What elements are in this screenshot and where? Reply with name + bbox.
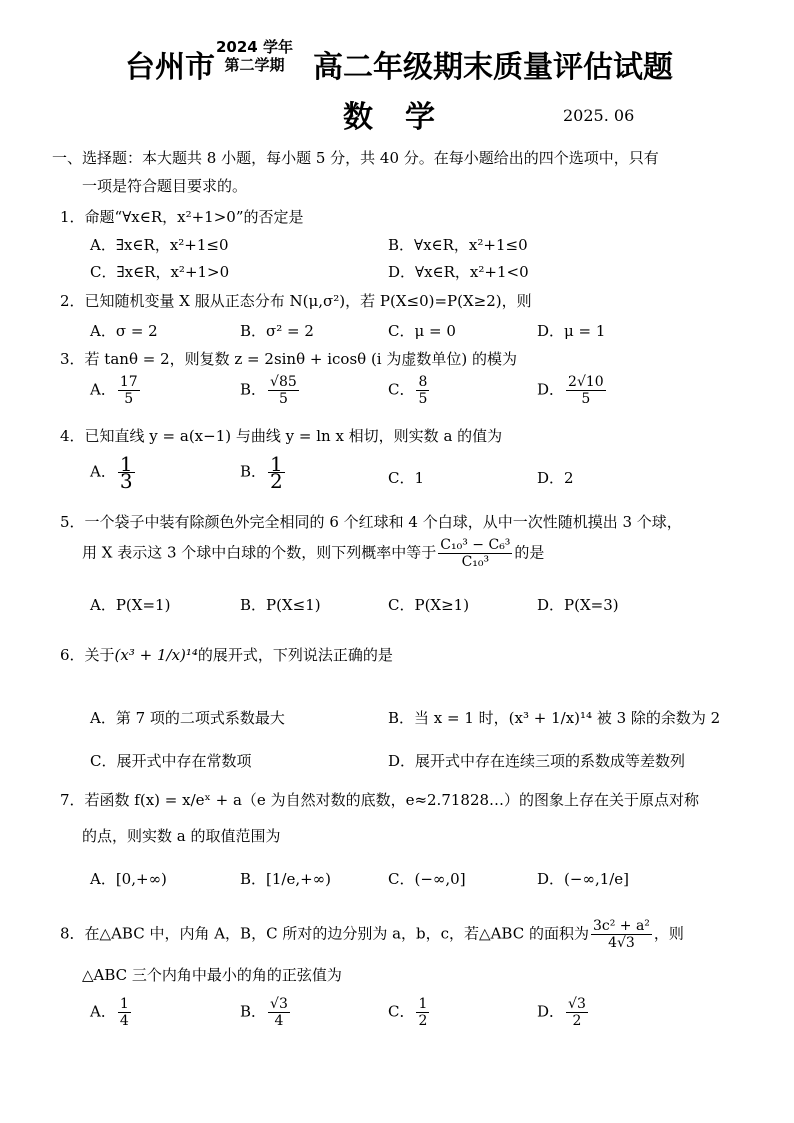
q8-stem-start: 8．在△ABC 中，内角 A，B，C 所对的边分别为 a，b，c，若△ABC 的面积为 [60, 924, 589, 943]
q3-stem: 3．若 tanθ = 2，则复数 z = 2sinθ + icosθ (i 为虚数单位) 的模为 [60, 350, 517, 368]
exam-date: 2025. 06 [563, 106, 635, 125]
q4-option-a-label: A． [90, 462, 116, 481]
q4-option-b-label: B． [240, 462, 267, 481]
q4-stem: 4．已知直线 y = a(x−1) 与曲线 y = ln x 相切，则实数 a 的值为 [60, 427, 503, 445]
section-heading-line2: 一项是符合题目要求的。 [82, 177, 248, 195]
q3-option-d-num: 2√10 [568, 374, 604, 390]
q6-option-c: C．展开式中存在常数项 [90, 752, 252, 770]
term-year: 2024 学年 [216, 38, 293, 56]
q7-option-a: A．[0,+∞) [90, 870, 167, 888]
q4-option-c-value: 1 [414, 469, 425, 487]
q5-stem-line2 [82, 537, 544, 570]
q6-option-b: B．当 x = 1 时，(x³ + 1/x)¹⁴ 被 3 除的余数为 2 [388, 709, 721, 727]
q7-option-c: C．(−∞,0] [388, 870, 466, 888]
q8-option-d-fraction [566, 996, 588, 1029]
q5-fraction-den: C₁₀³ [461, 554, 490, 570]
q8-option-b-label: B． [240, 1002, 267, 1021]
q3-option-a-label: A． [90, 380, 116, 399]
q6-option-d: D．展开式中存在连续三项的系数成等差数列 [388, 752, 686, 770]
q8-option-a-num: 1 [119, 996, 129, 1012]
q8-option-b-den: 4 [274, 1013, 284, 1029]
q5-option-b: B．P(X≤1) [240, 596, 321, 614]
q8-option-a-label: A． [90, 1002, 116, 1021]
q3-option-c-den: 5 [418, 391, 428, 407]
q4-option-b-fraction [268, 452, 285, 493]
q8-option-b-num: √3 [270, 996, 288, 1012]
q4-option-c-label: C． [388, 469, 415, 487]
q4-option-a-den: 3 [119, 469, 133, 493]
q4-option-b-num: 1 [270, 452, 283, 476]
q8-option-d-den: 2 [572, 1013, 582, 1029]
q7-option-d: D．(−∞,1/e] [537, 870, 630, 888]
q7-option-b: B．[1/e,+∞) [240, 870, 332, 888]
q3-option-c [388, 374, 431, 407]
q3-option-a-num: 17 [119, 374, 138, 390]
q2-option-d: D．μ = 1 [537, 322, 606, 340]
q4-option-a [90, 452, 137, 493]
q8-option-a-den: 4 [119, 1013, 129, 1029]
q5-stem-line2-start: 用 X 表示这 3 个球中白球的个数，则下列概率中等于 [82, 543, 437, 562]
q1-option-d: D．∀x∈R，x²+1<0 [388, 263, 529, 281]
q5-option-d: D．P(X=3) [537, 596, 619, 614]
q8-fraction-den: 4√3 [608, 935, 635, 951]
q8-fraction-num: 3c² + a² [592, 918, 650, 934]
q3-option-a-den: 5 [124, 391, 134, 407]
q6-option-a: A．第 7 项的二项式系数最大 [90, 709, 285, 727]
q2-option-c: C．μ = 0 [388, 322, 456, 340]
q2-option-b: B．σ² = 2 [240, 322, 314, 340]
q8-option-c-label: C． [388, 1002, 415, 1021]
q3-option-b-den: 5 [278, 391, 288, 407]
q5-stem: 5．一个袋子中装有除颜色外完全相同的 6 个红球和 4 个白球，从中一次性随机摸出 3 个球， [60, 513, 682, 531]
q4-option-c [388, 467, 424, 488]
q3-option-a [90, 374, 142, 407]
q3-option-b-label: B． [240, 380, 267, 399]
q5-option-c: C．P(X≥1) [388, 596, 470, 614]
q6-stem-start: 6．关于 [60, 646, 115, 664]
q8-option-c-num: 1 [418, 996, 428, 1012]
section-heading-line1: 一、选择题：本大题共 8 小题，每小题 5 分，共 40 分。在每小题给出的四个选项中，只有 [52, 149, 659, 167]
q4-option-d [537, 467, 574, 488]
exam-term [216, 38, 293, 74]
q6-stem [60, 644, 393, 665]
exam-city: 台州市 [125, 50, 215, 85]
q8-option-d-num: √3 [568, 996, 586, 1012]
q4-option-d-value: 2 [564, 469, 574, 487]
q1-option-c: C．∃x∈R，x²+1>0 [90, 263, 230, 281]
q5-stem-line2-end: 的是 [514, 543, 545, 562]
exam-title: 高二年级期末质量评估试题 [313, 50, 673, 85]
q4-option-a-num: 1 [119, 452, 133, 476]
q8-stem-end: ，则 [653, 924, 684, 943]
q8-option-a [90, 996, 133, 1029]
q1-option-b: B．∀x∈R，x²+1≤0 [388, 236, 528, 254]
q8-fraction [591, 918, 652, 951]
q3-option-c-label: C． [388, 380, 415, 399]
q5-option-a: A．P(X=1) [90, 596, 171, 614]
q8-option-b [240, 996, 292, 1029]
q3-option-d-fraction [566, 374, 606, 407]
q3-option-a-fraction [118, 374, 140, 407]
q3-option-b [240, 374, 301, 407]
q8-stem-line2: △ABC 三个内角中最小的角的正弦值为 [82, 966, 342, 984]
q3-option-d [537, 374, 608, 407]
q5-fraction-num: C₁₀³ − C₆³ [440, 537, 511, 553]
q8-option-d [537, 996, 590, 1029]
q8-option-c [388, 996, 431, 1029]
q2-option-a: A．σ = 2 [90, 322, 158, 340]
q6-expression: (x³ + 1/x)¹⁴ [114, 646, 198, 664]
q3-option-c-fraction [416, 374, 429, 407]
q3-option-b-fraction [268, 374, 299, 407]
term-semester: 第二学期 [224, 56, 285, 74]
q1-stem: 1．命题“∀x∈R，x²+1>0”的否定是 [60, 208, 304, 226]
q2-stem: 2．已知随机变量 X 服从正态分布 N(μ,σ²)，若 P(X≤0)=P(X≥2)，则 [60, 292, 532, 310]
q6-stem-end: 的展开式，下列说法正确的是 [197, 646, 393, 664]
q8-stem [60, 918, 684, 951]
q4-option-b [240, 452, 287, 493]
q4-option-a-fraction [118, 452, 135, 493]
q4-option-d-label: D． [537, 469, 565, 487]
exam-subject: 数学 [343, 100, 467, 135]
q3-option-d-label: D． [537, 380, 565, 399]
q8-option-c-fraction [416, 996, 429, 1029]
q3-option-c-num: 8 [418, 374, 428, 390]
q8-option-a-fraction [118, 996, 131, 1029]
q8-option-d-label: D． [537, 1002, 565, 1021]
q7-stem: 7．若函数 f(x) = x/eˣ + a（e 为自然对数的底数，e≈2.71828…）的图象上存在关于原点对称 [60, 791, 700, 809]
q3-option-d-den: 5 [581, 391, 591, 407]
q4-option-b-den: 2 [270, 469, 283, 493]
q8-option-c-den: 2 [418, 1013, 428, 1029]
q5-fraction [438, 537, 512, 570]
q8-option-b-fraction [268, 996, 290, 1029]
q7-stem-line2: 的点，则实数 a 的取值范围为 [82, 827, 281, 845]
q3-option-b-num: √85 [270, 374, 297, 390]
q1-option-a: A．∃x∈R，x²+1≤0 [90, 236, 229, 254]
